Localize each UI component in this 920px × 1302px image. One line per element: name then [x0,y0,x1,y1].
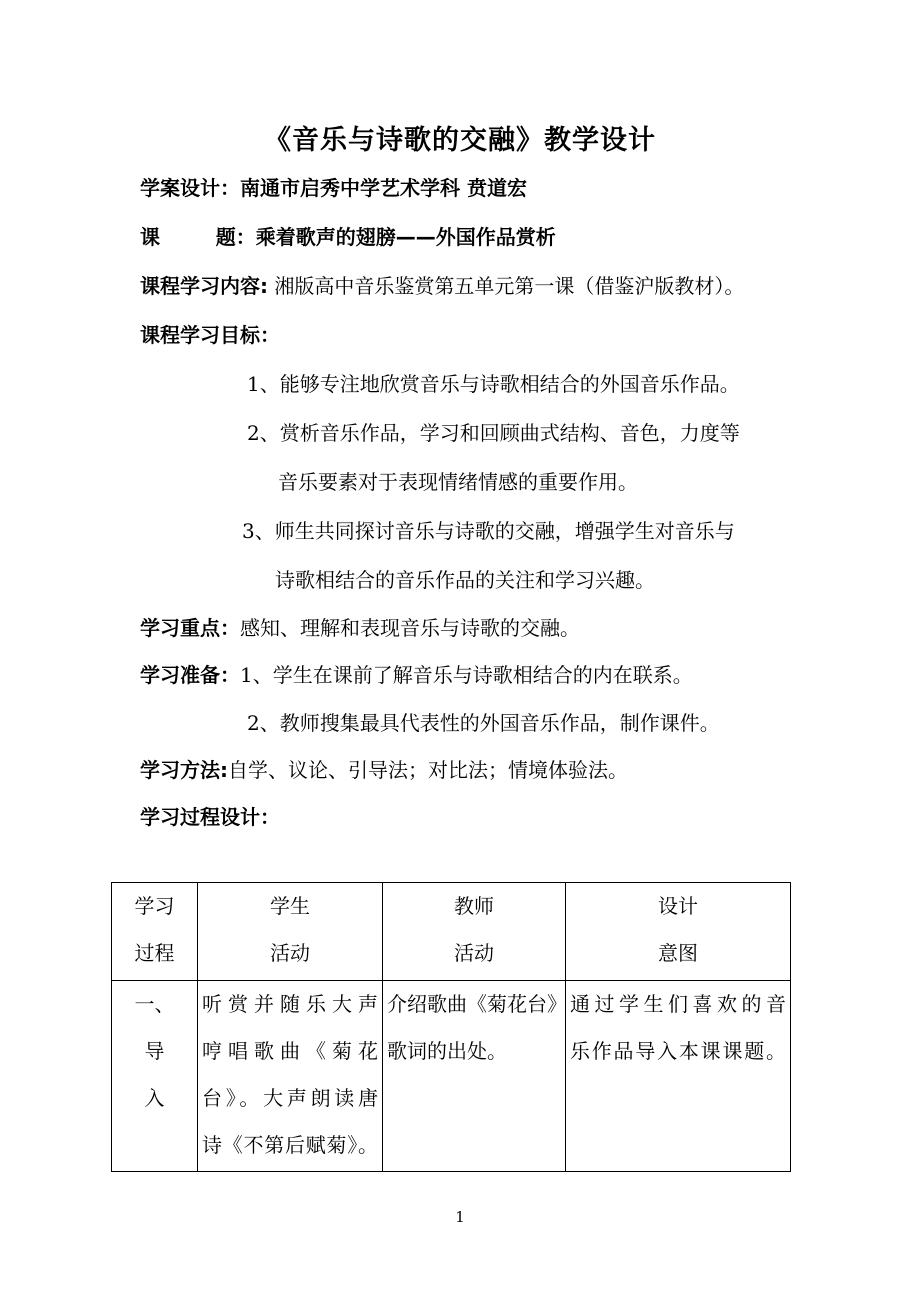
prep-value-2: 2、教师搜集最具代表性的外国音乐作品，制作课件。 [247,711,720,735]
header-text: 意图 [658,941,698,965]
header-text: 学习 [134,894,175,918]
page-title: 《音乐与诗歌的交融》教学设计 [264,125,656,156]
cell-text: 乐作品导入本课课题。 [570,1039,786,1063]
method-value: 自学、议论、引导法；对比法；情境体验法。 [228,758,628,782]
goal-item-3-cont: 诗歌相结合的音乐作品的关注和学习兴趣。 [275,568,655,592]
header-text: 教师 [454,894,494,918]
header-text: 活动 [270,941,310,965]
cell-stage [112,981,198,1172]
prep-line [140,659,693,688]
content-value: 湘版高中音乐鉴赏第五单元第一课（借鉴沪版教材）。 [268,274,745,298]
cell-text: 导 [144,1039,165,1063]
topic-value: 乘着歌声的翅膀——外国作品赏析 [255,225,556,249]
content-line [140,270,744,299]
table-row [112,981,791,1172]
goals-label: 课程学习目标： [140,323,280,347]
lesson-process-table [111,882,791,1172]
header-text: 活动 [454,941,494,965]
cell-teacher-activity [383,981,566,1172]
header-cell-process [112,883,198,981]
cell-design-intent [566,981,791,1172]
header-cell-student [198,883,383,981]
goal-item-1: 1、能够专注地欣赏音乐与诗歌相结合的外国音乐作品。 [247,372,740,396]
method-label: 学习方法: [140,758,228,782]
process-label: 学习过程设计： [140,805,280,829]
header-text: 学生 [270,894,310,918]
header-text: 过程 [134,941,175,965]
cell-text: 诗《不第后赋菊》。 [202,1133,378,1157]
page-number: 1 [455,1208,465,1226]
cell-student-activity [198,981,383,1172]
prep-label: 学习准备： [140,663,240,687]
topic-line [140,221,556,250]
goal-item-2-cont: 音乐要素对于表现情绪情感的重要作用。 [278,470,638,494]
cell-text: 听赏并随乐大声 [202,992,378,1016]
header-cell-intent [566,883,791,981]
header-text: 设计 [658,894,698,918]
cell-text: 歌词的出处。 [387,1039,507,1063]
content-label: 课程学习内容: [140,274,268,298]
focus-line [140,612,580,641]
goal-item-2: 2、赏析音乐作品，学习和回顾曲式结构、音色，力度等 [247,421,740,445]
designer-label: 学案设计： [140,176,240,200]
focus-value: 感知、理解和表现音乐与诗歌的交融。 [240,616,580,640]
table-header-row [112,883,791,981]
topic-label: 课 题： [140,225,256,249]
cell-text: 介绍歌曲《菊花台》 [387,992,567,1016]
cell-text: 通过学生们喜欢的音 [570,992,786,1016]
method-line [140,754,628,783]
designer-line [140,172,527,201]
goal-item-3: 3、师生共同探讨音乐与诗歌的交融，增强学生对音乐与 [242,519,735,543]
cell-text: 入 [144,1086,165,1110]
header-cell-teacher [383,883,566,981]
focus-label: 学习重点： [140,616,240,640]
designer-value: 南通市启秀中学艺术学科 贲道宏 [240,176,527,200]
cell-text: 一、 [134,992,175,1016]
cell-text: 台》。大声朗读唐 [202,1086,378,1110]
cell-text: 哼唱歌曲《菊花 [202,1039,378,1063]
prep-value-1: 1、学生在课前了解音乐与诗歌相结合的内在联系。 [240,663,693,687]
